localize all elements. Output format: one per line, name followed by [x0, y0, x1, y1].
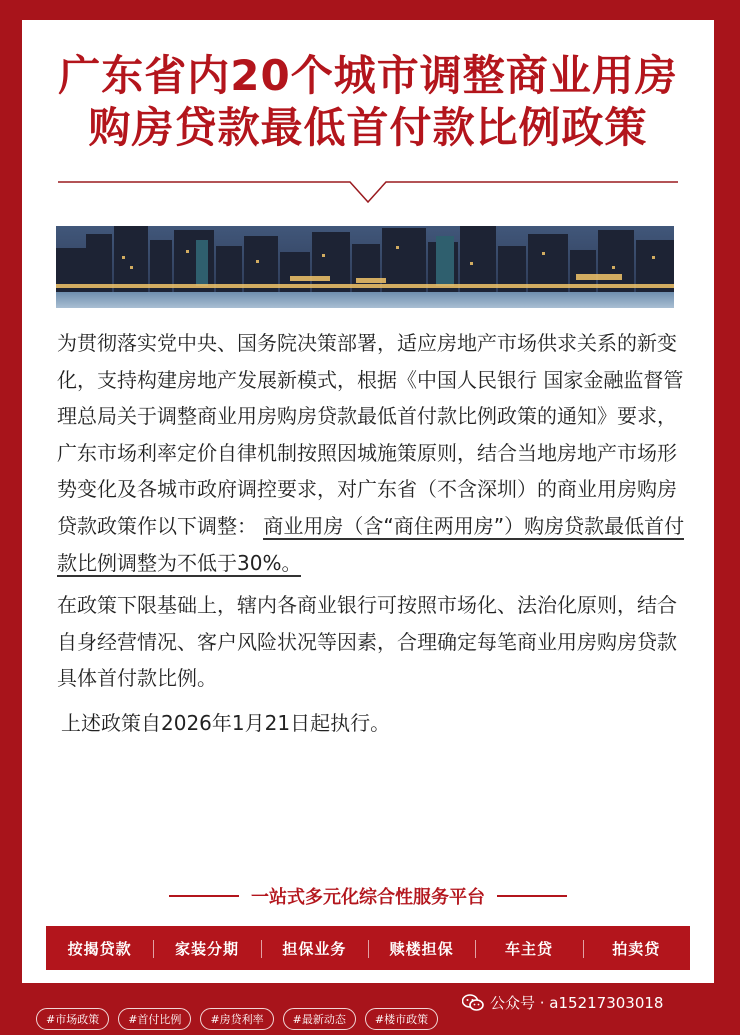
services-bar — [46, 926, 690, 970]
slogan-line-right — [497, 895, 567, 897]
watermark-text: 公众号 · a15217303018 — [490, 994, 664, 1012]
slogan-line-left — [169, 895, 239, 897]
hashtag-list — [36, 1008, 438, 1030]
policy-highlight: 商业用房（含“商住两用房”）购房贷款最低首付款比例调整为不低于30%。 — [57, 513, 685, 575]
platform-slogan — [22, 883, 714, 909]
service-redemption-guarantee: 赎楼担保 — [368, 938, 475, 959]
slogan-text: 一站式多元化综合性服务平台 — [251, 887, 485, 908]
hashtag[interactable]: #市场政策 — [36, 1008, 109, 1030]
policy-paragraph-1 — [57, 325, 687, 581]
service-guarantee: 担保业务 — [261, 938, 368, 959]
service-auction-loan: 拍卖贷 — [583, 938, 690, 959]
policy-paragraph-1-text: 为贯彻落实党中央、国务院决策部署，适应房地产市场供求关系的新变化，支持构建房地产发展新模式，根据《中国人民银行 国家金融监督管理总局关于调整商业用房购房贷款最低首付款比例政策的通知》要求，广东市场利率定价自律机制按照因城施策原则，结合当地房地产市场形势变化及各城市政府调控要求，对广东省（不含深圳）的商业用房购房贷款政策作以下调整： — [57, 331, 684, 538]
service-car-owner-loan: 车主贷 — [475, 938, 582, 959]
city-skyline-image — [56, 226, 674, 308]
hashtag[interactable]: #首付比例 — [118, 1008, 191, 1030]
service-mortgage: 按揭贷款 — [67, 939, 132, 958]
policy-text — [57, 325, 687, 742]
hashtag[interactable]: #最新动态 — [283, 1008, 356, 1030]
hashtag[interactable]: #房贷利率 — [200, 1008, 273, 1030]
chevron-divider — [58, 180, 678, 210]
policy-effective-date: 上述政策自2026年1月21日起执行。 — [61, 710, 391, 735]
title-line-1: 广东省内20个城市调整商业用房 — [58, 51, 678, 100]
service-renovation-installment: 家装分期 — [153, 938, 260, 959]
poster-title — [22, 50, 714, 154]
title-line-2: 购房贷款最低首付款比例政策 — [88, 103, 648, 152]
account-watermark — [462, 992, 663, 1013]
wechat-icon — [462, 994, 484, 1012]
policy-paragraph-2: 在政策下限基础上，辖内各商业银行可按照市场化、法治化原则，结合自身经营情况、客户风险状况等因素，合理确定每笔商业用房购房贷款具体首付款比例。 — [57, 593, 677, 691]
poster-card — [22, 20, 714, 983]
hashtag[interactable]: #楼市政策 — [365, 1008, 438, 1030]
